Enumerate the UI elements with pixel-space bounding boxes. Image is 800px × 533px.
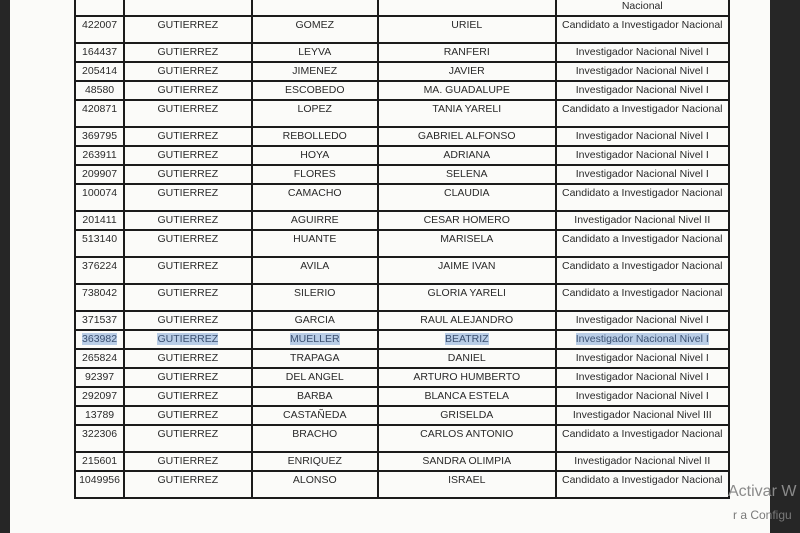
category-text: Investigador Nacional Nivel I bbox=[575, 371, 709, 383]
second-surname-cell bbox=[252, 16, 378, 43]
first-surname-text: GUTIERREZ bbox=[157, 65, 219, 77]
cvu-text: 13789 bbox=[84, 409, 115, 421]
cvu-text: 369795 bbox=[82, 130, 118, 142]
given-name-text: SELENA bbox=[446, 168, 488, 180]
cvu-text: 215601 bbox=[82, 455, 118, 467]
second-surname-text: GOMEZ bbox=[295, 19, 334, 31]
category-cell bbox=[556, 368, 729, 387]
second-surname-text: BRACHO bbox=[292, 428, 338, 440]
second-surname-cell bbox=[252, 184, 378, 211]
category-cell bbox=[556, 81, 729, 100]
category-text: Candidato a Investigador Nacional bbox=[562, 474, 723, 486]
second-surname-text: JIMENEZ bbox=[292, 65, 338, 77]
cvu-cell bbox=[75, 81, 124, 100]
first-surname-text: GUTIERREZ bbox=[157, 130, 219, 142]
second-surname-text: AGUIRRE bbox=[290, 214, 339, 226]
cvu-text: 100074 bbox=[82, 187, 118, 199]
first-surname-cell bbox=[124, 284, 251, 311]
given-name-cell bbox=[378, 452, 556, 471]
second-surname-cell bbox=[252, 127, 378, 146]
first-surname-text: GUTIERREZ bbox=[157, 168, 219, 180]
category-text: Investigador Nacional Nivel I bbox=[575, 333, 709, 345]
cvu-cell bbox=[75, 425, 124, 452]
first-surname-cell bbox=[124, 311, 251, 330]
given-name-text: MA. GUADALUPE bbox=[423, 84, 510, 96]
category-cell bbox=[556, 184, 729, 211]
cvu-text: 1049956 bbox=[79, 474, 120, 486]
category-text: Candidato a Investigador Nacional bbox=[562, 287, 723, 299]
given-name-text: CESAR HOMERO bbox=[423, 214, 510, 226]
second-surname-cell bbox=[252, 471, 378, 498]
given-name-text: JAVIER bbox=[448, 65, 485, 77]
category-text: Investigador Nacional Nivel I bbox=[575, 65, 709, 77]
given-name-cell bbox=[378, 425, 556, 452]
second-surname-cell bbox=[252, 387, 378, 406]
second-surname-text: ESCOBEDO bbox=[284, 84, 345, 96]
cvu-cell bbox=[75, 406, 124, 425]
first-surname-text: GUTIERREZ bbox=[157, 352, 219, 364]
cvu-cell bbox=[75, 16, 124, 43]
cvu-cell bbox=[75, 0, 124, 16]
given-name-text: TANIA YARELI bbox=[432, 103, 502, 115]
first-surname-text: GUTIERREZ bbox=[157, 333, 219, 345]
category-cell bbox=[556, 330, 729, 349]
second-surname-cell bbox=[252, 311, 378, 330]
category-text: Investigador Nacional Nivel I bbox=[575, 149, 709, 161]
category-text: Investigador Nacional Nivel I bbox=[575, 352, 709, 364]
given-name-cell bbox=[378, 62, 556, 81]
first-surname-cell bbox=[124, 81, 251, 100]
given-name-text: ADRIANA bbox=[443, 149, 491, 161]
cvu-text: 292097 bbox=[82, 390, 118, 402]
second-surname-text: HUANTE bbox=[293, 233, 337, 245]
second-surname-text: CAMACHO bbox=[287, 187, 342, 199]
category-cell bbox=[556, 62, 729, 81]
table-row[interactable] bbox=[75, 100, 729, 127]
cvu-text: 422007 bbox=[82, 19, 118, 31]
second-surname-cell bbox=[252, 211, 378, 230]
first-surname-text: GUTIERREZ bbox=[157, 371, 219, 383]
given-name-text: ARTURO HUMBERTO bbox=[413, 371, 521, 383]
table-row[interactable] bbox=[75, 368, 729, 387]
first-surname-cell bbox=[124, 211, 251, 230]
second-surname-cell bbox=[252, 425, 378, 452]
table-row[interactable] bbox=[75, 0, 729, 16]
second-surname-cell bbox=[252, 330, 378, 349]
cvu-cell bbox=[75, 100, 124, 127]
second-surname-text: BARBA bbox=[296, 390, 333, 402]
second-surname-text: LOPEZ bbox=[297, 103, 332, 115]
given-name-cell bbox=[378, 311, 556, 330]
second-surname-cell bbox=[252, 368, 378, 387]
second-surname-cell bbox=[252, 43, 378, 62]
cvu-cell bbox=[75, 387, 124, 406]
category-text: Investigador Nacional Nivel I bbox=[575, 84, 709, 96]
given-name-cell bbox=[378, 0, 556, 16]
cvu-cell bbox=[75, 330, 124, 349]
given-name-cell bbox=[378, 211, 556, 230]
table-row[interactable] bbox=[75, 387, 729, 406]
cvu-text: 209907 bbox=[82, 168, 118, 180]
category-cell bbox=[556, 230, 729, 257]
second-surname-cell bbox=[252, 62, 378, 81]
table-body bbox=[75, 0, 729, 498]
table-row[interactable] bbox=[75, 211, 729, 230]
first-surname-text: GUTIERREZ bbox=[157, 409, 219, 421]
given-name-text: JAIME IVAN bbox=[437, 260, 496, 272]
first-surname-text: GUTIERREZ bbox=[157, 287, 219, 299]
cvu-text: 738042 bbox=[82, 287, 118, 299]
given-name-text: RANFERI bbox=[443, 46, 490, 58]
document-page bbox=[10, 0, 770, 533]
first-surname-text: GUTIERREZ bbox=[157, 428, 219, 440]
first-surname-cell bbox=[124, 43, 251, 62]
category-text: Candidato a Investigador Nacional bbox=[562, 260, 723, 272]
cvu-cell bbox=[75, 349, 124, 368]
table-row[interactable] bbox=[75, 184, 729, 211]
activation-watermark: Activar W bbox=[728, 483, 797, 500]
second-surname-cell bbox=[252, 230, 378, 257]
first-surname-text: GUTIERREZ bbox=[157, 84, 219, 96]
cvu-text: 164437 bbox=[82, 46, 118, 58]
table-row[interactable] bbox=[75, 165, 729, 184]
category-cell bbox=[556, 127, 729, 146]
category-text: Investigador Nacional Nivel I bbox=[575, 46, 709, 58]
given-name-cell bbox=[378, 43, 556, 62]
cvu-text: 263911 bbox=[82, 149, 117, 161]
given-name-text: CARLOS ANTONIO bbox=[420, 428, 514, 440]
second-surname-text: AVILA bbox=[300, 260, 330, 272]
first-surname-text: GUTIERREZ bbox=[157, 314, 219, 326]
given-name-text: CLAUDIA bbox=[443, 187, 490, 199]
second-surname-cell bbox=[252, 284, 378, 311]
table-row[interactable] bbox=[75, 43, 729, 62]
second-surname-cell bbox=[252, 0, 378, 16]
category-cell bbox=[556, 16, 729, 43]
first-surname-cell bbox=[124, 257, 251, 284]
first-surname-cell bbox=[124, 349, 251, 368]
category-text: Investigador Nacional Nivel II bbox=[574, 214, 711, 226]
table-row-selected[interactable] bbox=[75, 330, 729, 349]
second-surname-cell bbox=[252, 100, 378, 127]
table-row[interactable] bbox=[75, 230, 729, 257]
cvu-cell bbox=[75, 127, 124, 146]
first-surname-cell bbox=[124, 16, 251, 43]
table-row[interactable] bbox=[75, 62, 729, 81]
second-surname-text: TRAPAGA bbox=[290, 352, 340, 364]
first-surname-cell bbox=[124, 387, 251, 406]
first-surname-cell bbox=[124, 0, 251, 16]
second-surname-text: SILERIO bbox=[294, 287, 336, 299]
category-cell bbox=[556, 100, 729, 127]
given-name-cell bbox=[378, 146, 556, 165]
second-surname-text: HOYA bbox=[300, 149, 330, 161]
table-row[interactable] bbox=[75, 311, 729, 330]
first-surname-cell bbox=[124, 330, 251, 349]
second-surname-text: CASTAÑEDA bbox=[283, 409, 347, 421]
category-cell bbox=[556, 146, 729, 165]
researchers-table bbox=[74, 0, 730, 499]
first-surname-cell bbox=[124, 100, 251, 127]
category-cell bbox=[556, 284, 729, 311]
category-text: Candidato a Investigador Nacional bbox=[562, 428, 723, 440]
first-surname-cell bbox=[124, 425, 251, 452]
table-row[interactable] bbox=[75, 284, 729, 311]
cvu-cell bbox=[75, 43, 124, 62]
first-surname-text: GUTIERREZ bbox=[157, 455, 219, 467]
given-name-cell bbox=[378, 100, 556, 127]
given-name-cell bbox=[378, 127, 556, 146]
second-surname-text: LEYVA bbox=[298, 46, 332, 58]
cvu-cell bbox=[75, 471, 124, 498]
second-surname-cell bbox=[252, 406, 378, 425]
first-surname-cell bbox=[124, 184, 251, 211]
given-name-cell bbox=[378, 471, 556, 498]
second-surname-text: ENRIQUEZ bbox=[287, 455, 342, 467]
second-surname-cell bbox=[252, 349, 378, 368]
first-surname-text: GUTIERREZ bbox=[157, 187, 219, 199]
cvu-text: 205414 bbox=[82, 65, 118, 77]
given-name-cell bbox=[378, 184, 556, 211]
category-cell bbox=[556, 211, 729, 230]
category-cell bbox=[556, 452, 729, 471]
cvu-cell bbox=[75, 211, 124, 230]
category-text: Investigador Nacional Nivel III bbox=[572, 409, 712, 421]
given-name-cell bbox=[378, 284, 556, 311]
second-surname-cell bbox=[252, 452, 378, 471]
category-cell bbox=[556, 165, 729, 184]
category-text: Investigador Nacional Nivel II bbox=[574, 455, 711, 467]
activation-watermark-sub: r a Configu bbox=[733, 508, 792, 522]
first-surname-cell bbox=[124, 368, 251, 387]
table-row[interactable] bbox=[75, 257, 729, 284]
given-name-cell bbox=[378, 81, 556, 100]
second-surname-cell bbox=[252, 165, 378, 184]
second-surname-text: FLORES bbox=[293, 168, 336, 180]
given-name-cell bbox=[378, 257, 556, 284]
first-surname-text: GUTIERREZ bbox=[157, 46, 219, 58]
category-text: Candidato a Investigador Nacional bbox=[562, 19, 723, 31]
category-cell bbox=[556, 43, 729, 62]
category-cell bbox=[556, 311, 729, 330]
cvu-text: 322306 bbox=[82, 428, 118, 440]
first-surname-text: GUTIERREZ bbox=[157, 260, 219, 272]
first-surname-text: GUTIERREZ bbox=[157, 149, 219, 161]
category-text: Nacional bbox=[621, 0, 663, 12]
cvu-text: 376224 bbox=[82, 260, 118, 272]
table-row[interactable] bbox=[75, 452, 729, 471]
given-name-text: MARISELA bbox=[440, 233, 494, 245]
first-surname-text: GUTIERREZ bbox=[157, 233, 219, 245]
given-name-text: ISRAEL bbox=[448, 474, 486, 486]
given-name-cell bbox=[378, 406, 556, 425]
given-name-text: GRISELDA bbox=[440, 409, 494, 421]
first-surname-cell bbox=[124, 127, 251, 146]
second-surname-text: DEL ANGEL bbox=[285, 371, 344, 383]
category-text: Investigador Nacional Nivel I bbox=[575, 168, 709, 180]
second-surname-text: GARCIA bbox=[294, 314, 335, 326]
table-row[interactable] bbox=[75, 16, 729, 43]
given-name-cell bbox=[378, 230, 556, 257]
cvu-text: 371537 bbox=[82, 314, 118, 326]
first-surname-text: GUTIERREZ bbox=[157, 474, 219, 486]
cvu-text: 92397 bbox=[84, 371, 115, 383]
cvu-cell bbox=[75, 452, 124, 471]
category-text: Candidato a Investigador Nacional bbox=[562, 187, 723, 199]
second-surname-text: REBOLLEDO bbox=[282, 130, 347, 142]
table-row[interactable] bbox=[75, 425, 729, 452]
first-surname-cell bbox=[124, 406, 251, 425]
given-name-cell bbox=[378, 330, 556, 349]
category-text: Candidato a Investigador Nacional bbox=[562, 103, 723, 115]
cvu-cell bbox=[75, 230, 124, 257]
category-cell bbox=[556, 0, 729, 16]
first-surname-text: GUTIERREZ bbox=[157, 103, 219, 115]
category-text: Candidato a Investigador Nacional bbox=[562, 233, 723, 245]
cvu-cell bbox=[75, 184, 124, 211]
category-text: Investigador Nacional Nivel I bbox=[575, 390, 709, 402]
given-name-text: DANIEL bbox=[447, 352, 486, 364]
given-name-cell bbox=[378, 368, 556, 387]
table-row[interactable] bbox=[75, 349, 729, 368]
given-name-text: SANDRA OLIMPIA bbox=[422, 455, 512, 467]
second-surname-cell bbox=[252, 257, 378, 284]
cvu-cell bbox=[75, 284, 124, 311]
given-name-text: GABRIEL ALFONSO bbox=[417, 130, 516, 142]
first-surname-text: GUTIERREZ bbox=[157, 390, 219, 402]
second-surname-cell bbox=[252, 146, 378, 165]
cvu-text: 265824 bbox=[82, 352, 118, 364]
category-cell bbox=[556, 406, 729, 425]
first-surname-cell bbox=[124, 230, 251, 257]
given-name-cell bbox=[378, 16, 556, 43]
first-surname-cell bbox=[124, 62, 251, 81]
cvu-cell bbox=[75, 257, 124, 284]
cvu-cell bbox=[75, 165, 124, 184]
table-row[interactable] bbox=[75, 471, 729, 498]
second-surname-cell bbox=[252, 81, 378, 100]
table-row[interactable] bbox=[75, 81, 729, 100]
given-name-cell bbox=[378, 349, 556, 368]
table-row[interactable] bbox=[75, 406, 729, 425]
first-surname-cell bbox=[124, 165, 251, 184]
cvu-cell bbox=[75, 311, 124, 330]
given-name-text: GLORIA YARELI bbox=[427, 287, 506, 299]
cvu-text: 363982 bbox=[82, 333, 118, 345]
category-cell bbox=[556, 257, 729, 284]
category-cell bbox=[556, 425, 729, 452]
second-surname-text: MUELLER bbox=[289, 333, 340, 345]
second-surname-text: ALONSO bbox=[292, 474, 337, 486]
first-surname-cell bbox=[124, 471, 251, 498]
given-name-text: BLANCA ESTELA bbox=[424, 390, 510, 402]
cvu-cell bbox=[75, 146, 124, 165]
cvu-cell bbox=[75, 62, 124, 81]
first-surname-cell bbox=[124, 146, 251, 165]
table-row[interactable] bbox=[75, 146, 729, 165]
given-name-cell bbox=[378, 387, 556, 406]
cvu-text: 201411 bbox=[82, 214, 117, 226]
given-name-cell bbox=[378, 165, 556, 184]
category-cell bbox=[556, 349, 729, 368]
cvu-text: 513140 bbox=[82, 233, 118, 245]
given-name-text: URIEL bbox=[451, 19, 483, 31]
given-name-text: BEATRIZ bbox=[444, 333, 489, 345]
first-surname-cell bbox=[124, 452, 251, 471]
table-row[interactable] bbox=[75, 127, 729, 146]
category-cell bbox=[556, 387, 729, 406]
category-text: Investigador Nacional Nivel I bbox=[575, 130, 709, 142]
first-surname-text: GUTIERREZ bbox=[157, 214, 219, 226]
first-surname-text: GUTIERREZ bbox=[157, 19, 219, 31]
given-name-text: RAUL ALEJANDRO bbox=[420, 314, 514, 326]
category-text: Investigador Nacional Nivel I bbox=[575, 314, 709, 326]
cvu-text: 420871 bbox=[82, 103, 118, 115]
cvu-cell bbox=[75, 368, 124, 387]
cvu-text: 48580 bbox=[84, 84, 115, 96]
category-cell bbox=[556, 471, 729, 498]
